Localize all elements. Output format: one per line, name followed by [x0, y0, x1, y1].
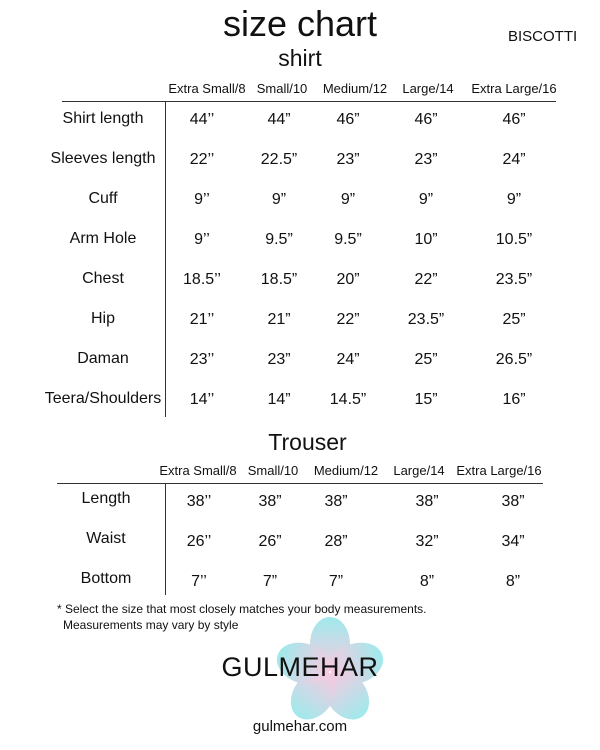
- shirt-cell: 21”: [267, 311, 291, 328]
- trouser-cell: 38’’: [186, 493, 212, 510]
- shirt-cell: 23”: [336, 151, 360, 168]
- shirt-cell: 20”: [336, 271, 360, 288]
- trouser-column-header: Extra Small/8: [159, 463, 237, 478]
- shirt-cell: 21’’: [189, 311, 215, 328]
- trouser-cell: 7”: [328, 573, 344, 590]
- shirt-cell: 10”: [414, 231, 438, 248]
- trouser-cell: 32”: [415, 533, 439, 550]
- shirt-column-header: Extra Large/16: [471, 81, 557, 96]
- shirt-cell: 9”: [418, 191, 434, 208]
- trouser-column-header: Extra Large/16: [456, 463, 542, 478]
- trouser-cell: 28”: [324, 533, 348, 550]
- shirt-cell: 15”: [414, 391, 438, 408]
- size-note-line-2: Measurements may vary by style: [63, 618, 239, 632]
- shirt-cell: 23.5”: [495, 271, 533, 288]
- trouser-title: Trouser: [268, 429, 347, 455]
- shirt-cell: 25”: [414, 351, 438, 368]
- shirt-row-label: Sleeves length: [50, 150, 156, 167]
- trouser-row-label: Waist: [86, 530, 126, 547]
- shirt-column-header: Small/10: [256, 81, 308, 96]
- trouser-cell: 38”: [258, 493, 282, 510]
- trouser-label-divider: [165, 483, 166, 595]
- shirt-cell: 10.5”: [495, 231, 533, 248]
- trouser-cell: 7”: [262, 573, 278, 590]
- trouser-cell: 26’’: [186, 533, 212, 550]
- trouser-row-label: Length: [81, 490, 131, 507]
- shirt-cell: 18.5’’: [183, 271, 221, 288]
- shirt-cell: 18.5”: [260, 271, 298, 288]
- shirt-cell: 46”: [414, 111, 438, 128]
- shirt-label-divider: [165, 101, 166, 417]
- shirt-row-label: Teera/Shoulders: [44, 390, 162, 407]
- shirt-cell: 9”: [340, 191, 356, 208]
- shirt-column-header: Large/14: [402, 81, 454, 96]
- shirt-header-divider: [62, 101, 556, 102]
- shirt-cell: 9’’: [194, 231, 210, 248]
- shirt-cell: 14.5”: [329, 391, 367, 408]
- trouser-cell: 38”: [415, 493, 439, 510]
- shirt-cell: 9.5”: [334, 231, 362, 248]
- shirt-column-header: Medium/12: [322, 81, 388, 96]
- page-subtitle: shirt: [278, 45, 322, 71]
- shirt-cell: 9”: [271, 191, 287, 208]
- shirt-cell: 26.5”: [495, 351, 533, 368]
- shirt-row-label: Cuff: [88, 190, 118, 207]
- brand-tag: BISCOTTI: [508, 28, 578, 45]
- shirt-cell: 9”: [506, 191, 522, 208]
- trouser-cell: 8”: [505, 573, 521, 590]
- shirt-cell: 25”: [502, 311, 526, 328]
- shirt-cell: 16”: [502, 391, 526, 408]
- shirt-cell: 14’’: [189, 391, 215, 408]
- page-title: size chart: [222, 3, 378, 44]
- shirt-cell: 22”: [336, 311, 360, 328]
- brand-logo-text: GULMEHAR: [221, 652, 379, 682]
- shirt-cell: 24”: [336, 351, 360, 368]
- trouser-column-header: Medium/12: [313, 463, 379, 478]
- trouser-column-header: Large/14: [393, 463, 445, 478]
- size-note-line-1: * Select the size that most closely matches your body measurements.: [57, 602, 427, 616]
- shirt-cell: 44’’: [189, 111, 215, 128]
- shirt-cell: 14”: [267, 391, 291, 408]
- shirt-cell: 23”: [414, 151, 438, 168]
- shirt-cell: 24”: [502, 151, 526, 168]
- shirt-cell: 22’’: [189, 151, 215, 168]
- website-link[interactable]: gulmehar.com: [252, 718, 348, 735]
- trouser-cell: 34”: [501, 533, 525, 550]
- shirt-cell: 9.5”: [265, 231, 293, 248]
- shirt-cell: 23.5”: [407, 311, 445, 328]
- trouser-cell: 38”: [501, 493, 525, 510]
- shirt-cell: 46”: [336, 111, 360, 128]
- shirt-cell: 23”: [267, 351, 291, 368]
- shirt-row-label: Hip: [90, 310, 116, 327]
- trouser-column-header: Small/10: [247, 463, 299, 478]
- shirt-row-label: Arm Hole: [69, 230, 137, 247]
- shirt-cell: 22.5”: [260, 151, 298, 168]
- shirt-row-label: Daman: [77, 350, 129, 367]
- shirt-cell: 22”: [414, 271, 438, 288]
- shirt-column-header: Extra Small/8: [168, 81, 246, 96]
- trouser-row-label: Bottom: [80, 570, 132, 587]
- shirt-row-label: Shirt length: [62, 110, 144, 127]
- trouser-cell: 26”: [258, 533, 282, 550]
- trouser-cell: 38”: [324, 493, 348, 510]
- shirt-cell: 46”: [502, 111, 526, 128]
- shirt-cell: 44”: [267, 111, 291, 128]
- shirt-cell: 9’’: [194, 191, 210, 208]
- trouser-cell: 8”: [419, 573, 435, 590]
- shirt-row-label: Chest: [82, 270, 124, 287]
- trouser-cell: 7’’: [191, 573, 207, 590]
- trouser-header-divider: [57, 483, 543, 484]
- shirt-cell: 23’’: [189, 351, 215, 368]
